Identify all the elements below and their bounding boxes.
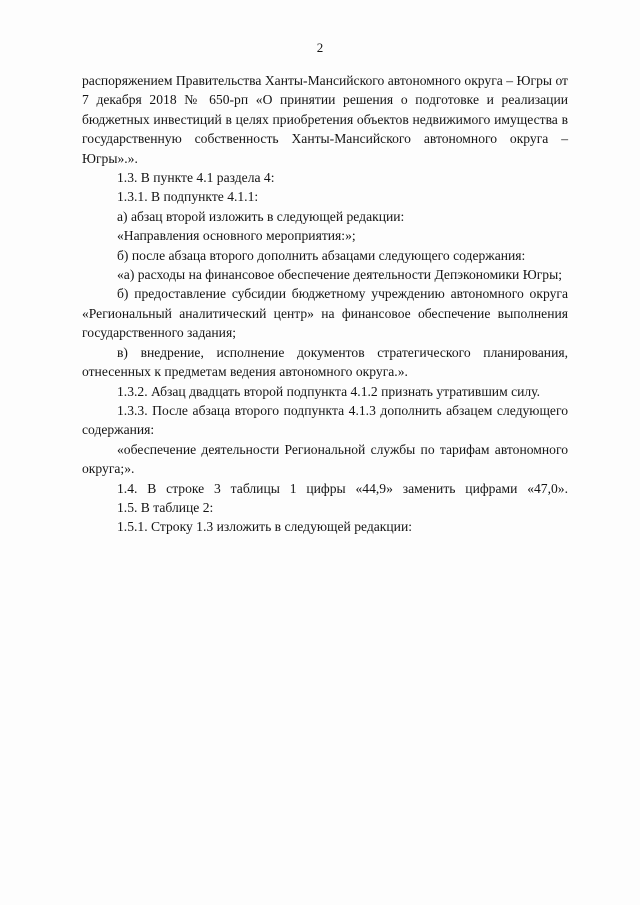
paragraph-quote-tariff: «обеспечение деятельности Региональной службы по тарифам автономного округа;». (82, 441, 568, 477)
paragraph-1-3: 1.3. В пункте 4.1 раздела 4: (117, 170, 275, 186)
paragraph-quote-b: б) предоставление субсидии бюджетному учреждению автономного округа «Региональный аналитический центр» на финансовое обеспечение выполнения государственного задания; (82, 286, 568, 341)
paragraph-1-5: 1.5. В таблице 2: (117, 499, 214, 515)
paragraph-quote-v: в) внедрение, исполнение документов стратегического планирования, отнесенных к предметам ведения автономного округа.». (82, 344, 568, 380)
paragraph-quote-directions: «Направления основного мероприятия:»; (117, 228, 356, 244)
paragraph-item-a: а) абзац второй изложить в следующей редакции: (117, 208, 405, 224)
paragraph-1-5-1: 1.5.1. Строку 1.3 изложить в следующей редакции: (117, 519, 412, 535)
paragraph-1-3-2: 1.3.2. Абзац двадцать второй подпункта 4.1.2 признать утратившим силу. (117, 383, 540, 399)
paragraph-1-4: 1.4. В строке 3 таблицы 1 цифры «44,9» заменить цифрами «47,0». (117, 480, 568, 496)
paragraph-1-3-1: 1.3.1. В подпункте 4.1.1: (117, 189, 259, 205)
paragraph-1-3-3: 1.3.3. После абзаца второго подпункта 4.1.3 дополнить абзацем следующего содержания: (82, 402, 568, 438)
paragraph-intro-continuation: распоряжением Правительства Ханты-Мансийского автономного округа – Югры от 7 декабря 2018 № 650-рп «О принятии решения о подготовке и реализации бюджетных инвестиций в целях приобретения объектов недвижимого имущества в государственную собственность Ханты-Мансийского автономного округа – Югры».». (82, 73, 568, 166)
document-body (82, 71, 568, 537)
paragraph-item-b: б) после абзаца второго дополнить абзацами следующего содержания: (117, 247, 526, 263)
page-number: 2 (316, 40, 324, 55)
paragraph-quote-a: «а) расходы на финансовое обеспечение деятельности Депэкономики Югры; (117, 267, 562, 283)
